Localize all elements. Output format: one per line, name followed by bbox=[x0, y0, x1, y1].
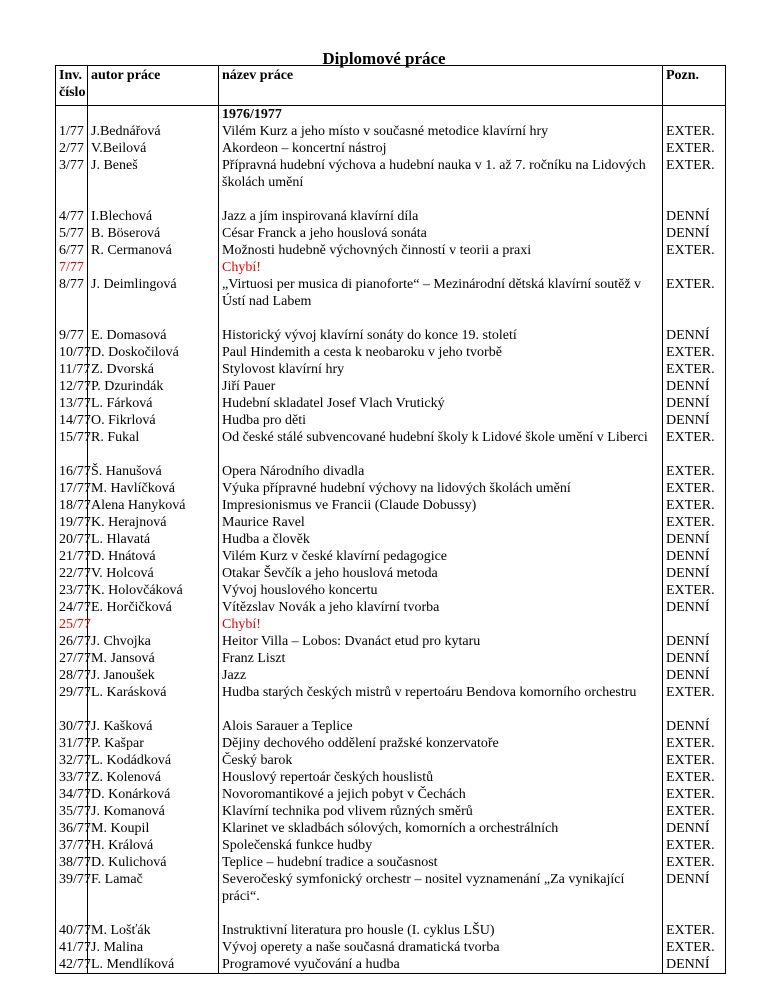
author-cell: B. Böserová bbox=[88, 225, 219, 242]
author-cell bbox=[88, 259, 219, 276]
year-row bbox=[56, 106, 726, 124]
title-cell: Otakar Ševčík a jeho houslová metoda bbox=[219, 565, 663, 582]
title-cell: Společenská funkce hudby bbox=[219, 837, 663, 854]
table-row bbox=[56, 939, 726, 956]
author-cell: P. Dzurindák bbox=[88, 378, 219, 395]
inv-cell: 21/77 bbox=[56, 548, 88, 565]
inv-cell: 22/77 bbox=[56, 565, 88, 582]
note-cell: EXTER. bbox=[663, 429, 726, 446]
author-cell: J. Malina bbox=[88, 939, 219, 956]
table-row bbox=[56, 565, 726, 582]
table-row bbox=[56, 344, 726, 361]
inv-cell: 23/77 bbox=[56, 582, 88, 599]
inv-cell: 25/77 bbox=[56, 616, 88, 633]
table-row bbox=[56, 837, 726, 854]
note-cell: DENNÍ bbox=[663, 378, 726, 395]
inv-cell: 9/77 bbox=[56, 310, 88, 344]
title-cell: Vítězslav Novák a jeho klavírní tvorba bbox=[219, 599, 663, 616]
inv-cell: 12/77 bbox=[56, 378, 88, 395]
note-cell: EXTER. bbox=[663, 939, 726, 956]
inv-cell: 8/77 bbox=[56, 276, 88, 310]
table-row bbox=[56, 259, 726, 276]
inv-cell: 4/77 bbox=[56, 191, 88, 225]
table-row bbox=[56, 820, 726, 837]
table-row bbox=[56, 616, 726, 633]
note-cell: DENNÍ bbox=[663, 871, 726, 905]
note-cell: DENNÍ bbox=[663, 633, 726, 650]
author-cell: J. Deimlingová bbox=[88, 276, 219, 310]
title-cell: Franz Liszt bbox=[219, 650, 663, 667]
author-cell: L. Kodádková bbox=[88, 752, 219, 769]
title-cell: Impresionismus ve Francii (Claude Dobussy) bbox=[219, 497, 663, 514]
note-cell: EXTER. bbox=[663, 735, 726, 752]
table-row bbox=[56, 514, 726, 531]
note-cell: EXTER. bbox=[663, 344, 726, 361]
title-cell: Instruktivní literatura pro housle (I. cyklus LŠU) bbox=[219, 905, 663, 939]
note-cell: EXTER. bbox=[663, 497, 726, 514]
table-row bbox=[56, 599, 726, 616]
table-row bbox=[56, 310, 726, 344]
author-cell: J.Bednářová bbox=[88, 123, 219, 140]
author-cell: L. Karásková bbox=[88, 684, 219, 701]
inv-cell: 33/77 bbox=[56, 769, 88, 786]
inv-cell: 40/77 bbox=[56, 905, 88, 939]
inv-cell: 16/77 bbox=[56, 446, 88, 480]
table-row bbox=[56, 497, 726, 514]
table-row bbox=[56, 650, 726, 667]
table-row bbox=[56, 854, 726, 871]
header-inv: Inv. číslo bbox=[56, 66, 88, 106]
inv-cell: 15/77 bbox=[56, 429, 88, 446]
note-cell: EXTER. bbox=[663, 854, 726, 871]
note-cell: EXTER. bbox=[663, 582, 726, 599]
author-cell bbox=[88, 616, 219, 633]
author-cell: Z. Kolenová bbox=[88, 769, 219, 786]
inv-cell: 14/77 bbox=[56, 412, 88, 429]
author-cell: R. Fukal bbox=[88, 429, 219, 446]
note-cell: EXTER. bbox=[663, 480, 726, 497]
year-label: 1976/1977 bbox=[219, 106, 663, 124]
inv-cell: 19/77 bbox=[56, 514, 88, 531]
inv-cell: 27/77 bbox=[56, 650, 88, 667]
inv-cell: 2/77 bbox=[56, 140, 88, 157]
title-cell: Jazz a jím inspirovaná klavírní díla bbox=[219, 191, 663, 225]
author-cell: J. Chvojka bbox=[88, 633, 219, 650]
table-row bbox=[56, 361, 726, 378]
author-cell: M. Lošťák bbox=[88, 905, 219, 939]
title-cell: Opera Národního divadla bbox=[219, 446, 663, 480]
author-cell: M. Havlíčková bbox=[88, 480, 219, 497]
table-row bbox=[56, 412, 726, 429]
table-row bbox=[56, 769, 726, 786]
table-row bbox=[56, 276, 726, 310]
note-cell: EXTER. bbox=[663, 514, 726, 531]
title-cell: Klarinet ve skladbách sólových, komorních a orchestrálních bbox=[219, 820, 663, 837]
inv-cell: 13/77 bbox=[56, 395, 88, 412]
author-cell: D. Hnátová bbox=[88, 548, 219, 565]
inv-cell: 7/77 bbox=[56, 259, 88, 276]
title-cell: Akordeon – koncertní nástroj bbox=[219, 140, 663, 157]
inv-cell: 3/77 bbox=[56, 157, 88, 191]
author-cell: J. Komanová bbox=[88, 803, 219, 820]
inv-cell: 38/77 bbox=[56, 854, 88, 871]
title-cell: Novoromantikové a jejich pobyt v Čechách bbox=[219, 786, 663, 803]
inv-cell: 41/77 bbox=[56, 939, 88, 956]
author-cell: K. Holovčáková bbox=[88, 582, 219, 599]
table-row bbox=[56, 684, 726, 701]
author-cell: L. Hlavatá bbox=[88, 531, 219, 548]
title-cell: Český barok bbox=[219, 752, 663, 769]
inv-cell: 36/77 bbox=[56, 820, 88, 837]
author-cell: M. Jansová bbox=[88, 650, 219, 667]
title-cell: Alois Sarauer a Teplice bbox=[219, 701, 663, 735]
inv-cell: 26/77 bbox=[56, 633, 88, 650]
author-cell: Z. Dvorská bbox=[88, 361, 219, 378]
note-cell: DENNÍ bbox=[663, 225, 726, 242]
note-cell: EXTER. bbox=[663, 837, 726, 854]
author-cell: O. Fikrlová bbox=[88, 412, 219, 429]
title-cell: Severočeský symfonický orchestr – nositel vyznamenání „Za vynikající práci“. bbox=[219, 871, 663, 905]
table-row bbox=[56, 395, 726, 412]
author-cell: Š. Hanušová bbox=[88, 446, 219, 480]
author-cell: D. Doskočilová bbox=[88, 344, 219, 361]
table-row bbox=[56, 548, 726, 565]
table-row bbox=[56, 191, 726, 225]
note-cell: EXTER. bbox=[663, 803, 726, 820]
note-cell: EXTER. bbox=[663, 786, 726, 803]
title-cell: Houslový repertoár českých houslistů bbox=[219, 769, 663, 786]
inv-cell: 24/77 bbox=[56, 599, 88, 616]
title-cell: Stylovost klavírní hry bbox=[219, 361, 663, 378]
title-cell: Hudba a člověk bbox=[219, 531, 663, 548]
note-cell: EXTER. bbox=[663, 446, 726, 480]
title-cell: Jazz bbox=[219, 667, 663, 684]
inv-cell: 18/77 bbox=[56, 497, 88, 514]
author-cell: E. Domasová bbox=[88, 310, 219, 344]
note-cell: EXTER. bbox=[663, 361, 726, 378]
inv-cell: 39/77 bbox=[56, 871, 88, 905]
author-cell: M. Koupil bbox=[88, 820, 219, 837]
inv-cell: 28/77 bbox=[56, 667, 88, 684]
inv-cell: 11/77 bbox=[56, 361, 88, 378]
note-cell: EXTER. bbox=[663, 157, 726, 191]
note-cell: DENNÍ bbox=[663, 565, 726, 582]
table-row bbox=[56, 242, 726, 259]
title-cell: Historický vývoj klavírní sonáty do konce 19. století bbox=[219, 310, 663, 344]
note-cell: EXTER. bbox=[663, 752, 726, 769]
inv-cell: 42/77 bbox=[56, 956, 88, 974]
author-cell: L. Mendlíková bbox=[88, 956, 219, 974]
author-cell: D. Kulichová bbox=[88, 854, 219, 871]
inv-cell: 31/77 bbox=[56, 735, 88, 752]
note-cell: EXTER. bbox=[663, 684, 726, 701]
note-cell: EXTER. bbox=[663, 123, 726, 140]
table-row bbox=[56, 531, 726, 548]
note-cell bbox=[663, 259, 726, 276]
author-cell: F. Lamač bbox=[88, 871, 219, 905]
title-cell: Možnosti hudebně výchovných činností v teorii a praxi bbox=[219, 242, 663, 259]
title-cell: Programové vyučování a hudba bbox=[219, 956, 663, 974]
inv-cell: 20/77 bbox=[56, 531, 88, 548]
inv-cell: 29/77 bbox=[56, 684, 88, 701]
title-cell: Teplice – hudební tradice a současnost bbox=[219, 854, 663, 871]
title-cell: Vývoj operety a naše současná dramatická tvorba bbox=[219, 939, 663, 956]
table-row bbox=[56, 667, 726, 684]
table-row bbox=[56, 123, 726, 140]
title-cell: Maurice Ravel bbox=[219, 514, 663, 531]
title-cell: „Virtuosi per musica di pianoforte“ – Mezinárodní dětská klavírní soutěž v Ústí nad Labem bbox=[219, 276, 663, 310]
note-cell: DENNÍ bbox=[663, 820, 726, 837]
author-cell: D. Konárková bbox=[88, 786, 219, 803]
inv-cell: 32/77 bbox=[56, 752, 88, 769]
table-row bbox=[56, 905, 726, 939]
title-cell: Výuka přípravné hudební výchovy na lidových školách umění bbox=[219, 480, 663, 497]
title-cell: Vývoj houslového koncertu bbox=[219, 582, 663, 599]
author-cell: I.Blechová bbox=[88, 191, 219, 225]
note-cell: DENNÍ bbox=[663, 191, 726, 225]
author-cell: J. Kašková bbox=[88, 701, 219, 735]
author-cell: L. Fárková bbox=[88, 395, 219, 412]
table-row bbox=[56, 956, 726, 974]
title-cell: Hudební skladatel Josef Vlach Vrutický bbox=[219, 395, 663, 412]
note-cell: EXTER. bbox=[663, 905, 726, 939]
author-cell: V. Holcová bbox=[88, 565, 219, 582]
table-row bbox=[56, 480, 726, 497]
author-cell: K. Herajnová bbox=[88, 514, 219, 531]
title-cell: Hudba starých českých mistrů v repertoáru Bendova komorního orchestru bbox=[219, 684, 663, 701]
inv-cell: 30/77 bbox=[56, 701, 88, 735]
title-cell: Dějiny dechového oddělení pražské konzervatoře bbox=[219, 735, 663, 752]
note-cell: DENNÍ bbox=[663, 412, 726, 429]
inv-cell: 6/77 bbox=[56, 242, 88, 259]
note-cell: DENNÍ bbox=[663, 599, 726, 616]
inv-cell: 37/77 bbox=[56, 837, 88, 854]
inv-cell: 1/77 bbox=[56, 123, 88, 140]
note-cell: DENNÍ bbox=[663, 650, 726, 667]
table-row bbox=[56, 803, 726, 820]
table-row bbox=[56, 735, 726, 752]
table-row bbox=[56, 582, 726, 599]
title-cell: Od české stálé subvencované hudební školy k Lidové škole umění v Liberci bbox=[219, 429, 663, 446]
note-cell: DENNÍ bbox=[663, 531, 726, 548]
table-row bbox=[56, 633, 726, 650]
document-title: Diplomové práce bbox=[322, 49, 446, 68]
table-row bbox=[56, 225, 726, 242]
note-cell: DENNÍ bbox=[663, 395, 726, 412]
note-cell: EXTER. bbox=[663, 769, 726, 786]
note-cell: DENNÍ bbox=[663, 548, 726, 565]
table-row bbox=[56, 871, 726, 905]
title-cell: César Franck a jeho houslová sonáta bbox=[219, 225, 663, 242]
header-note: Pozn. bbox=[663, 66, 726, 106]
table-row bbox=[56, 378, 726, 395]
title-cell: Chybí! bbox=[219, 259, 663, 276]
header-row bbox=[56, 66, 726, 106]
author-cell: J. Beneš bbox=[88, 157, 219, 191]
inv-cell: 5/77 bbox=[56, 225, 88, 242]
table-row bbox=[56, 446, 726, 480]
note-cell bbox=[663, 616, 726, 633]
table-row bbox=[56, 786, 726, 803]
inv-cell: 35/77 bbox=[56, 803, 88, 820]
inv-cell: 17/77 bbox=[56, 480, 88, 497]
table-row bbox=[56, 157, 726, 191]
note-cell: EXTER. bbox=[663, 140, 726, 157]
title-cell: Chybí! bbox=[219, 616, 663, 633]
author-cell: J. Janoušek bbox=[88, 667, 219, 684]
author-cell: R. Cermanová bbox=[88, 242, 219, 259]
author-cell: Alena Hanyková bbox=[88, 497, 219, 514]
table-row bbox=[56, 701, 726, 735]
author-cell: H. Králová bbox=[88, 837, 219, 854]
table-row bbox=[56, 429, 726, 446]
title-cell: Hudba pro děti bbox=[219, 412, 663, 429]
title-cell: Vilém Kurz v české klavírní pedagogice bbox=[219, 548, 663, 565]
title-cell: Vilém Kurz a jeho místo v současné metodice klavírní hry bbox=[219, 123, 663, 140]
author-cell: V.Beilová bbox=[88, 140, 219, 157]
title-cell: Heitor Villa – Lobos: Dvanáct etud pro kytaru bbox=[219, 633, 663, 650]
title-cell: Přípravná hudební výchova a hudební nauka v 1. až 7. ročníku na Lidových školách umění bbox=[219, 157, 663, 191]
note-cell: DENNÍ bbox=[663, 667, 726, 684]
author-cell: E. Horčičková bbox=[88, 599, 219, 616]
note-cell: EXTER. bbox=[663, 242, 726, 259]
header-work: název práce bbox=[219, 66, 663, 106]
note-cell: EXTER. bbox=[663, 276, 726, 310]
title-cell: Jiří Pauer bbox=[219, 378, 663, 395]
title-cell: Klavírní technika pod vlivem různých směrů bbox=[219, 803, 663, 820]
note-cell: DENNÍ bbox=[663, 701, 726, 735]
inv-cell: 10/77 bbox=[56, 344, 88, 361]
note-cell: DENNÍ bbox=[663, 310, 726, 344]
table-row bbox=[56, 140, 726, 157]
table-row bbox=[56, 752, 726, 769]
theses-table bbox=[55, 65, 726, 974]
inv-cell: 34/77 bbox=[56, 786, 88, 803]
header-author: autor práce bbox=[88, 66, 219, 106]
note-cell: DENNÍ bbox=[663, 956, 726, 974]
author-cell: P. Kašpar bbox=[88, 735, 219, 752]
title-cell: Paul Hindemith a cesta k neobaroku v jeho tvorbě bbox=[219, 344, 663, 361]
